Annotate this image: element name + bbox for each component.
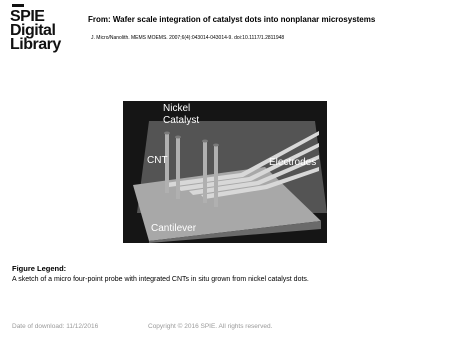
label-electrodes: Electrodes (269, 157, 317, 168)
cnt-2 (176, 137, 180, 199)
label-cnt: CNT (147, 155, 168, 166)
logo-line-2: Digital (10, 22, 56, 39)
catalyst-dot-4 (213, 144, 219, 147)
citation: J. Micro/Nanolith. MEMS MOEMS. 2007;6(4):043014-043014-9. doi:10.1117/1.2811948 (91, 35, 285, 41)
download-date: Date of download: 11/12/2016 (12, 323, 99, 330)
logo-accent-bar (12, 4, 24, 7)
logo-line-1: SPIE (10, 8, 45, 25)
source-title: From: Wafer scale integration of catalyst dots into nonplanar microsystems (88, 15, 376, 24)
probe-sketch (123, 101, 327, 243)
spie-digital-library-logo (10, 4, 72, 52)
label-catalyst: Catalyst (163, 115, 200, 126)
catalyst-dot-1 (164, 132, 170, 135)
figure-image (123, 101, 327, 243)
cnt-4 (214, 145, 218, 207)
label-nickel: Nickel (163, 103, 191, 114)
copyright-notice: Copyright © 2016 SPIE. All rights reserved. (148, 323, 273, 330)
catalyst-dot-3 (202, 140, 208, 143)
label-cantilever: Cantilever (151, 223, 197, 234)
cnt-3 (203, 141, 207, 203)
catalyst-dot-2 (175, 136, 181, 139)
figure-legend-title: Figure Legend: (12, 264, 67, 273)
figure-legend-text: A sketch of a micro four-point probe with integrated CNTs in situ grown from nickel catalyst dots. (12, 276, 309, 283)
logo-line-3: Library (10, 36, 61, 53)
